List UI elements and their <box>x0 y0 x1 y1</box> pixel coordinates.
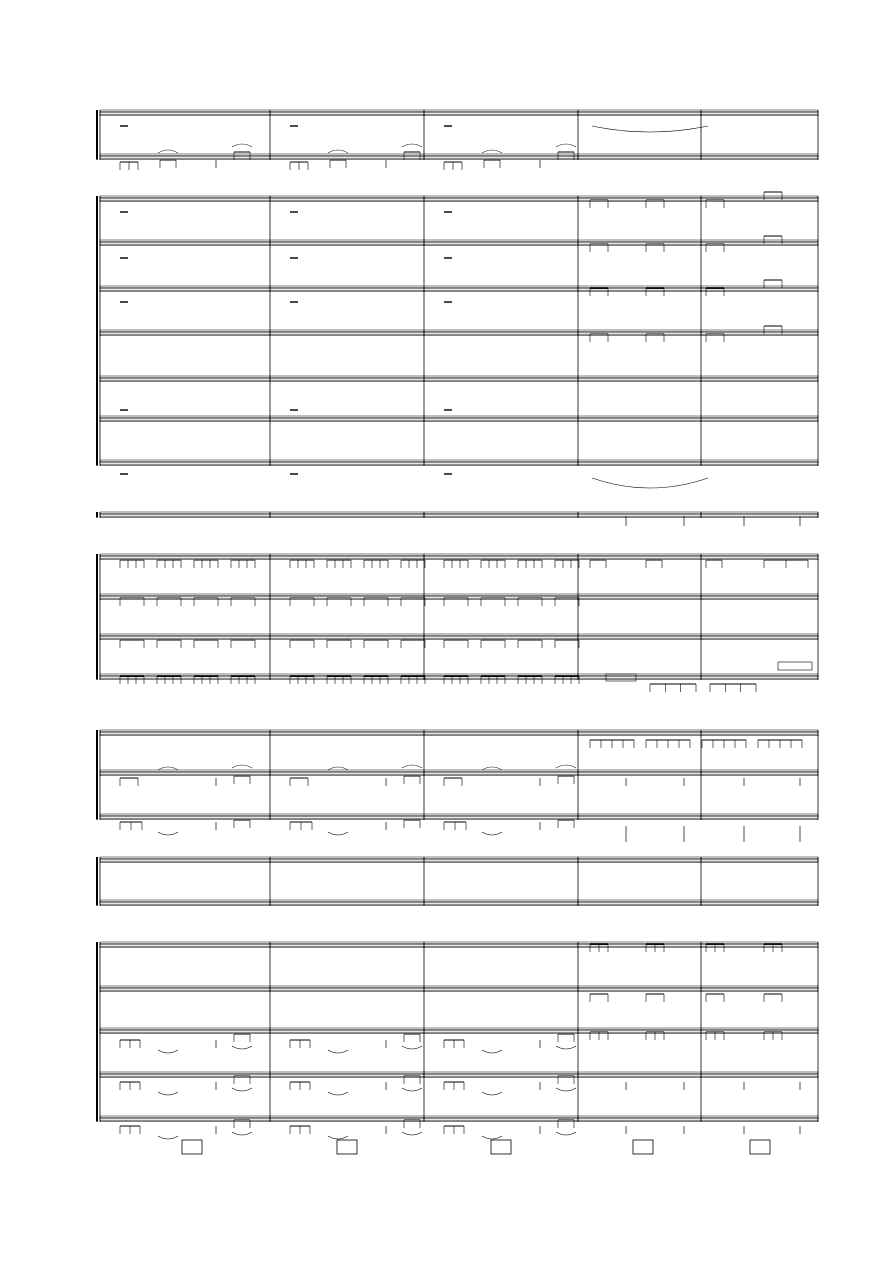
beamed-notes <box>194 560 218 568</box>
tie <box>158 150 178 153</box>
beamed-notes <box>518 598 542 606</box>
beamed-notes <box>404 1076 420 1084</box>
rehearsal-box-3 <box>633 1140 653 1154</box>
staff-1-2 <box>100 286 818 292</box>
beamed-notes <box>646 740 690 748</box>
beamed-notes <box>706 334 724 342</box>
staff-2-0 <box>100 512 818 518</box>
beamed-notes <box>646 1032 664 1040</box>
beamed-notes <box>764 944 782 952</box>
staff-1-4 <box>100 376 818 382</box>
beamed-notes <box>590 200 608 208</box>
text-box <box>606 674 636 681</box>
beamed-notes <box>157 560 181 568</box>
tie <box>158 1136 178 1139</box>
beamed-notes <box>157 598 181 606</box>
beamed-notes <box>120 640 144 648</box>
beamed-notes <box>646 994 664 1002</box>
beamed-notes <box>234 1076 250 1084</box>
beamed-notes <box>764 994 782 1002</box>
beamed-notes <box>404 1034 420 1042</box>
tie <box>482 1092 502 1095</box>
tie <box>556 144 576 147</box>
long-tie <box>592 478 708 488</box>
beamed-notes <box>481 598 505 606</box>
tie <box>328 832 348 835</box>
beamed-notes <box>646 200 664 208</box>
beamed-notes <box>444 640 468 648</box>
beamed-notes <box>558 1034 574 1042</box>
beamed-notes <box>444 1082 464 1090</box>
tie <box>482 767 502 770</box>
beamed-notes <box>590 944 608 952</box>
staff-1-1 <box>100 240 818 246</box>
tie <box>328 767 348 770</box>
beamed-notes <box>231 676 255 684</box>
tie <box>232 1132 252 1135</box>
staff-4-2 <box>100 814 818 820</box>
staff-1-6 <box>100 460 818 466</box>
beamed-notes <box>290 1126 310 1134</box>
beamed-notes <box>231 560 255 568</box>
tie <box>232 1088 252 1091</box>
tie <box>158 832 178 835</box>
beamed-notes <box>646 560 662 568</box>
beamed-notes <box>764 1032 782 1040</box>
beamed-notes <box>444 676 468 684</box>
beamed-notes <box>558 820 574 828</box>
beamed-notes <box>555 676 579 684</box>
beamed-notes <box>290 1040 310 1048</box>
staff-3-0 <box>100 554 818 560</box>
beamed-notes <box>558 776 574 784</box>
beamed-notes <box>481 560 505 568</box>
beamed-notes <box>234 776 250 784</box>
beamed-notes <box>484 160 500 168</box>
beamed-notes <box>590 740 634 748</box>
tie <box>328 1136 348 1139</box>
beamed-notes <box>646 944 664 952</box>
beamed-notes <box>290 1082 310 1090</box>
beamed-notes <box>327 598 351 606</box>
beamed-notes <box>590 244 608 252</box>
tie <box>328 1092 348 1095</box>
beamed-notes <box>120 560 144 568</box>
tie <box>158 767 178 770</box>
tie <box>402 765 422 768</box>
tie <box>328 150 348 153</box>
beamed-notes <box>706 288 724 296</box>
beamed-notes <box>404 152 420 160</box>
beamed-notes <box>558 152 574 160</box>
beamed-notes <box>234 820 250 828</box>
beamed-notes <box>444 162 462 170</box>
beamed-notes <box>234 152 250 160</box>
beamed-notes <box>231 640 255 648</box>
beamed-notes <box>518 676 542 684</box>
tie <box>482 150 502 153</box>
beamed-notes <box>290 560 314 568</box>
staff-6-0 <box>100 942 818 948</box>
beamed-notes <box>590 560 606 568</box>
rehearsal-box-2 <box>491 1140 511 1154</box>
beamed-notes <box>120 1126 140 1134</box>
beamed-notes <box>120 822 142 830</box>
staff-1-5 <box>100 416 818 422</box>
staff-6-2 <box>100 1028 818 1034</box>
beamed-notes <box>120 676 144 684</box>
staff-0-0 <box>100 110 818 116</box>
tie <box>232 1046 252 1049</box>
tie <box>402 1132 422 1135</box>
beamed-notes <box>330 160 346 168</box>
staff-4-1 <box>100 770 818 776</box>
beamed-notes <box>646 244 664 252</box>
staff-6-4 <box>100 1116 818 1122</box>
tie <box>328 1050 348 1053</box>
tie <box>556 1046 576 1049</box>
rehearsal-box-4 <box>750 1140 770 1154</box>
beamed-notes <box>444 560 468 568</box>
beamed-notes <box>194 640 218 648</box>
beamed-notes <box>290 676 314 684</box>
tie <box>556 765 576 768</box>
beamed-notes <box>706 244 724 252</box>
beamed-notes <box>764 280 782 288</box>
beamed-notes <box>120 162 138 170</box>
beamed-notes <box>120 778 138 786</box>
beamed-notes <box>555 640 579 648</box>
tie <box>482 1050 502 1053</box>
beamed-notes <box>706 994 724 1002</box>
beamed-notes <box>758 740 802 748</box>
beamed-notes <box>444 1126 464 1134</box>
text-box <box>778 662 812 670</box>
staff-1-0 <box>100 196 818 202</box>
beamed-notes <box>327 676 351 684</box>
score-systems <box>97 110 818 1154</box>
beamed-notes <box>404 776 420 784</box>
beamed-notes <box>650 684 696 692</box>
staff-6-3 <box>100 1072 818 1078</box>
beamed-notes <box>404 1120 420 1128</box>
beamed-notes <box>444 822 466 830</box>
beamed-notes <box>706 1032 724 1040</box>
beamed-notes <box>160 160 176 168</box>
beamed-notes <box>194 598 218 606</box>
beamed-notes <box>290 598 314 606</box>
staff-3-3 <box>100 674 818 680</box>
beamed-notes <box>401 560 425 568</box>
beamed-notes <box>157 640 181 648</box>
beamed-notes <box>706 200 724 208</box>
beamed-notes <box>234 1120 250 1128</box>
beamed-notes <box>444 1040 464 1048</box>
beamed-notes <box>444 598 468 606</box>
beamed-notes <box>120 1040 140 1048</box>
beamed-notes <box>404 820 420 828</box>
staff-1-3 <box>100 330 818 336</box>
beamed-notes <box>234 1034 250 1042</box>
beamed-notes <box>231 598 255 606</box>
beamed-notes <box>646 288 664 296</box>
tie <box>556 1132 576 1135</box>
beamed-notes <box>327 640 351 648</box>
beamed-notes <box>290 822 312 830</box>
rehearsal-box-1 <box>337 1140 357 1154</box>
beamed-notes <box>518 560 542 568</box>
tie <box>402 144 422 147</box>
staff-4-0 <box>100 730 818 736</box>
beamed-notes <box>327 560 351 568</box>
beamed-notes <box>364 598 388 606</box>
beamed-notes <box>120 598 144 606</box>
rehearsal-box-0 <box>182 1140 202 1154</box>
beamed-notes <box>481 640 505 648</box>
long-tie <box>592 126 708 132</box>
beamed-notes <box>481 676 505 684</box>
beamed-notes <box>401 640 425 648</box>
tie <box>482 832 502 835</box>
beamed-notes <box>364 676 388 684</box>
beamed-notes <box>706 944 724 952</box>
staff-5-0 <box>100 857 818 863</box>
beamed-notes <box>710 684 756 692</box>
tie <box>232 765 252 768</box>
beamed-notes <box>364 560 388 568</box>
beamed-notes <box>702 740 746 748</box>
beamed-notes <box>157 676 181 684</box>
tie <box>158 1092 178 1095</box>
staff-3-2 <box>100 634 818 640</box>
tie <box>556 1088 576 1091</box>
staff-6-1 <box>100 986 818 992</box>
staff-0-1 <box>100 154 818 160</box>
beamed-notes <box>555 598 579 606</box>
staff-5-1 <box>100 900 818 906</box>
beamed-notes <box>401 598 425 606</box>
beamed-notes <box>590 288 608 296</box>
beamed-notes <box>764 560 808 568</box>
tie <box>158 1050 178 1053</box>
tie <box>232 144 252 147</box>
beamed-notes <box>590 994 608 1002</box>
beamed-notes <box>590 334 608 342</box>
beamed-notes <box>444 778 462 786</box>
beamed-notes <box>194 676 218 684</box>
staff-3-1 <box>100 594 818 600</box>
beamed-notes <box>706 560 722 568</box>
beamed-notes <box>120 1082 140 1090</box>
beamed-notes <box>401 676 425 684</box>
beamed-notes <box>558 1076 574 1084</box>
beamed-notes <box>555 560 579 568</box>
beamed-notes <box>518 640 542 648</box>
tie <box>402 1088 422 1091</box>
beamed-notes <box>290 778 308 786</box>
beamed-notes <box>558 1120 574 1128</box>
tie <box>402 1046 422 1049</box>
beamed-notes <box>290 640 314 648</box>
beamed-notes <box>590 1032 608 1040</box>
tie <box>482 1136 502 1139</box>
beamed-notes <box>364 640 388 648</box>
beamed-notes <box>290 162 308 170</box>
beamed-notes <box>646 334 664 342</box>
